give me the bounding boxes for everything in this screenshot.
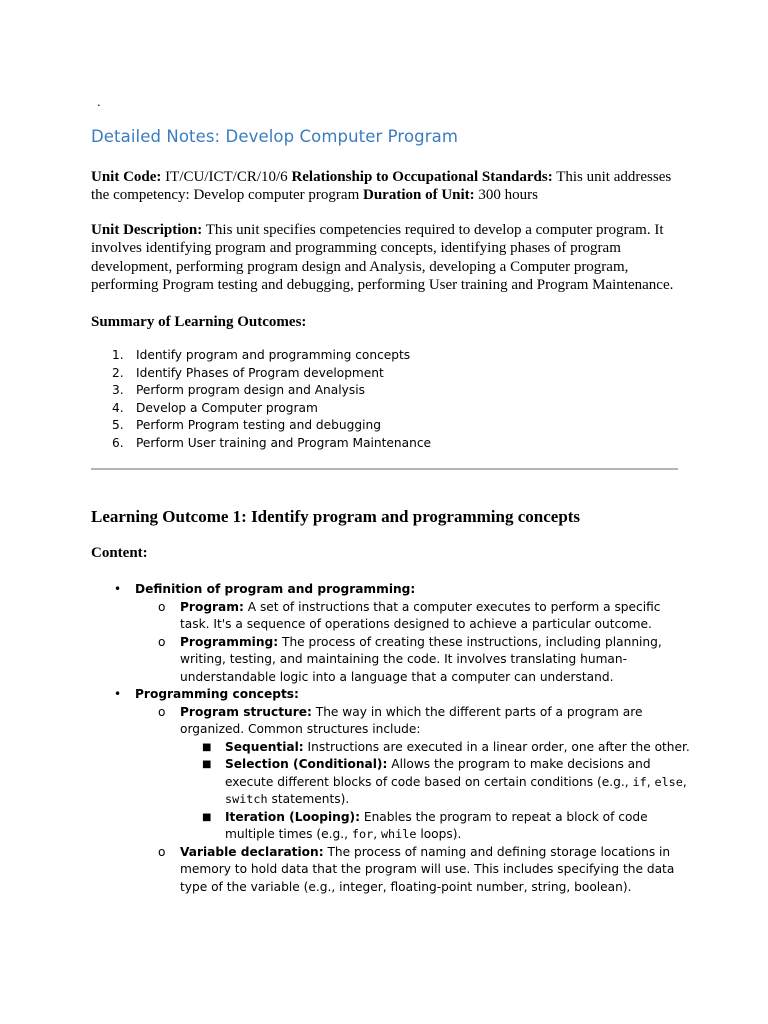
summary-heading: Summary of Learning Outcomes: — [91, 314, 307, 330]
list-item-text: Develop a Computer program — [136, 400, 318, 415]
list-item — [91, 581, 691, 686]
unit-code-label: Unit Code: — [91, 169, 162, 185]
unit-info-paragraph — [91, 168, 687, 205]
separator: , — [646, 774, 655, 789]
square-bullet-icon: ■ — [202, 811, 212, 823]
sequential-text: Instructions are executed in a linear order, one after the other. — [307, 739, 690, 754]
unit-description-paragraph — [91, 221, 687, 294]
concepts-heading: Programming concepts: — [135, 687, 299, 701]
list-item — [91, 686, 691, 896]
description-text: This unit specifies competencies required to develop a computer program. It involves identifying program and programming concepts, identifying phases of program development, performing program design and Analysis, developing a Computer program, performing Program testing and debugging, performing User training and Program Maintenance. — [91, 222, 674, 293]
list-item — [91, 400, 651, 418]
keyword-switch: switch — [225, 792, 268, 806]
selection-text: Allows the program to make decisions and execute different blocks of code based on certain conditions (e.g., — [225, 757, 651, 789]
list-item — [91, 382, 651, 400]
iteration-label: Iteration (Looping): — [225, 809, 360, 824]
keyword-if: if — [632, 774, 647, 789]
list-number: 6. — [112, 435, 124, 450]
circle-bullet-icon: o — [158, 599, 166, 614]
selection-text-end: statements). — [271, 792, 350, 806]
iteration-text-end: loops). — [420, 827, 462, 841]
program-label: Program: — [180, 599, 244, 614]
circle-bullet-icon: o — [158, 844, 166, 859]
list-number: 4. — [112, 400, 124, 415]
separator: , — [682, 774, 687, 789]
list-item — [91, 347, 651, 365]
square-bullet-icon: ■ — [202, 759, 212, 770]
list-item — [91, 435, 651, 453]
description-label: Unit Description: — [91, 222, 203, 238]
structure-text: The way in which the different parts of a program are organized. Common structures include: — [180, 704, 643, 736]
selection-label: Selection (Conditional): — [225, 757, 388, 771]
horizontal-rule — [91, 468, 678, 470]
list-item — [180, 809, 691, 844]
list-item — [135, 599, 691, 634]
list-item — [180, 756, 691, 809]
list-item — [135, 844, 691, 897]
square-bullet-icon: ■ — [202, 741, 212, 753]
bullet-icon: • — [114, 582, 122, 596]
sequential-label: Sequential: — [225, 739, 304, 754]
iteration-text: Enables the program to repeat a block of code multiple times (e.g., — [225, 809, 648, 841]
list-item — [180, 739, 691, 757]
list-number: 3. — [112, 383, 124, 397]
separator: , — [373, 827, 381, 841]
content-heading: Content: — [91, 545, 148, 561]
concepts-sublist — [135, 704, 691, 897]
content-list — [91, 581, 691, 896]
list-item — [135, 634, 691, 687]
circle-bullet-icon: o — [158, 704, 166, 719]
list-item-text: Perform program design and Analysis — [136, 383, 365, 397]
stray-mark: . — [97, 94, 101, 109]
list-item — [135, 704, 691, 844]
structure-label: Program structure: — [180, 704, 312, 719]
list-item — [91, 417, 651, 435]
keyword-for: for — [351, 827, 374, 841]
list-number: 2. — [112, 365, 124, 380]
unit-code-value: IT/CU/ICT/CR/10/6 — [165, 169, 288, 185]
duration-label: Duration of Unit: — [363, 187, 475, 204]
list-item — [91, 365, 651, 383]
definition-heading: Definition of program and programming: — [135, 582, 416, 596]
circle-bullet-icon: o — [158, 634, 166, 649]
structure-sublist — [180, 739, 691, 844]
bullet-icon: • — [114, 687, 122, 701]
programming-text: The process of creating these instructions, including planning, writing, testing, and maintaining the code. It involves translating human-understandable logic into a language that a computer can understand. — [180, 634, 662, 684]
list-item-text: Identify Phases of Program development — [136, 365, 384, 380]
variable-label: Variable declaration: — [180, 844, 324, 859]
programming-label: Programming: — [180, 634, 279, 649]
keyword-while: while — [380, 827, 417, 841]
learning-outcomes-list — [91, 347, 651, 452]
keyword-else: else — [654, 774, 683, 789]
program-text: A set of instructions that a computer executes to perform a specific task. It's a sequence of operations designed to achieve a particular outcome. — [180, 599, 661, 631]
learning-outcome-1-heading: Learning Outcome 1: Identify program and programming concepts — [91, 507, 581, 526]
duration-value: 300 hours — [478, 187, 539, 204]
list-number: 1. — [112, 348, 124, 362]
list-item-text: Perform Program testing and debugging — [136, 418, 381, 432]
variable-text: The process of naming and defining storage locations in memory to hold data that the program will use. This includes specifying the data type of the variable (e.g., integer, floating-point number, string, boolean). — [180, 844, 675, 894]
definition-sublist — [135, 599, 691, 687]
document-title: Detailed Notes: Develop Computer Program — [91, 127, 458, 146]
relationship-value: This unit addresses the competency: Develop computer program — [91, 169, 672, 204]
list-item-text: Perform User training and Program Maintenance — [136, 435, 432, 450]
list-item-text: Identify program and programming concepts — [136, 348, 411, 362]
relationship-label: Relationship to Occupational Standards: — [291, 169, 553, 185]
content-section — [91, 581, 691, 896]
list-number: 5. — [112, 418, 124, 432]
